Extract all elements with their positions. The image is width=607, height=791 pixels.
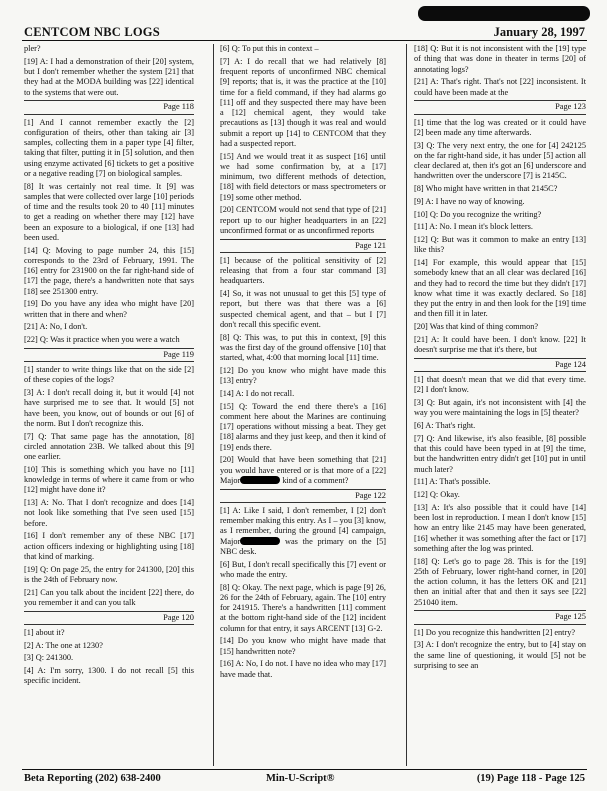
paragraph-text: [4] A: I'm sorry, 1300. I do not recall [5] this specific incident. xyxy=(24,666,194,686)
paragraph-text: [6] A: That's right. xyxy=(414,421,476,430)
page-marker xyxy=(220,239,386,253)
transcript-paragraph xyxy=(24,465,194,496)
transcript-paragraph xyxy=(220,659,386,680)
paragraph-text: [3] A: I don't recall doing it, but it would [4] not have surprised me to see that. It would [5] not have been, you know, out of bounds or out [6] of the norm. But I don't recognize this. xyxy=(24,388,194,428)
transcript-paragraph xyxy=(24,498,194,529)
transcript-paragraph xyxy=(24,322,194,332)
transcript-paragraph xyxy=(414,118,586,139)
page-marker xyxy=(414,358,586,372)
paragraph-text: [7] Q: That same page has the annotation, [8] circled annotation 23B. We talked about this [9] one earlier. xyxy=(24,431,194,461)
header-date: January 28, 1997 xyxy=(493,25,585,39)
paragraph-text: [8] Who might have written in that 2145C? xyxy=(414,184,558,193)
page-number: Page 121 xyxy=(220,239,386,253)
transcript-paragraph xyxy=(220,256,386,287)
paragraph-text: [11] A: No. I mean it's block letters. xyxy=(414,222,533,232)
header-title: CENTCOM NBC LOGS xyxy=(24,25,160,39)
paragraph-text: [20] Would that have been something that [21] you would have entered or is that more of a [22] Major xyxy=(220,455,386,485)
transcript-paragraph xyxy=(220,205,386,236)
transcript-paragraph xyxy=(414,141,586,182)
transcript-paragraph xyxy=(414,557,586,608)
paragraph-text: [10] Q: Do you recognize the writing? xyxy=(414,209,542,219)
paragraph-text: [12] Do you know who might have made this [13] entry? xyxy=(220,365,386,385)
paragraph-text: [8] Q: Okay. The next page, which is page [9] 26, 26 for the 24th of February, again. The [10] entry for 241915. There's a handwritten [11] comment at the bottom right-hand side of the [12] incident column for that entry, it says ARCENT [13] G-2. xyxy=(220,582,386,633)
footer-reporter: Beta Reporting (202) 638-2400 xyxy=(24,773,161,784)
paragraph-text: [14] Q: Moving to page number 24, this [15] corresponds to the 23rd of February, 1991. The [16] entry for 231900 on the far right-hand side of [17] the page, there's a handwritten note that says [18] see 251300 entry. xyxy=(24,245,194,296)
transcript-paragraph xyxy=(24,335,194,345)
paragraph-text: [8] It was certainly not real time. It [9] was samples that were collected over large [10] periods of time and the results took 20 to 40 [11] minutes to get a reading on whether there may [12] have been an exposure to a biological, if one [13] had been used. xyxy=(24,181,194,242)
transcript-paragraph xyxy=(220,366,386,387)
paragraph-text: [13] A: No. That I don't recognize and does [14] not look like something that I've seen used [15] before. xyxy=(24,498,194,528)
transcript-paragraph xyxy=(414,258,586,320)
transcript-paragraph xyxy=(414,628,586,638)
transcript-paragraph xyxy=(220,57,386,149)
transcript-paragraph xyxy=(220,455,386,486)
paragraph-text: [14] Do you know who might have made that [15] handwritten note? xyxy=(220,636,386,656)
paragraph-text: [3] A: I don't recognize the entry, but to [4] stay on the same line of questioning, it would [5] not be surprising to see an xyxy=(414,640,586,670)
paragraph-text: [1] because of the political sensitivity of [2] releasing that from a four star command [3] headquarters. xyxy=(220,255,386,286)
page-number: Page 119 xyxy=(24,348,194,362)
redaction-mark xyxy=(240,476,280,484)
transcript-paragraph xyxy=(24,641,194,651)
transcript-paragraph xyxy=(414,640,586,671)
paragraph-text-continued: was the primary on the [5] NBC desk. xyxy=(220,536,386,556)
paragraph-text: [1] time that the log was created or it could have [2] been made any time afterwards. xyxy=(414,117,586,137)
footer-brand: Min-U-Script® xyxy=(266,773,335,784)
transcript-paragraph xyxy=(414,210,586,220)
paragraph-text: [21] A: It could have been. I don't know. [22] It doesn't surprise me that it's there, but xyxy=(414,334,586,354)
page-marker xyxy=(24,100,194,114)
transcript-paragraph xyxy=(220,289,386,330)
paragraph-text: [20] Was that kind of thing common? xyxy=(414,322,539,331)
paragraph-text: [14] For example, this would appear that [15] somebody knew that an all clear was declared [16] and they had to record the time but they didn't [17] know what time it was exactly declared. So [18] they put the entry in and then look for the [19] time and then fill it in later. xyxy=(414,258,586,319)
footer-page-range: (19) Page 118 - Page 125 xyxy=(476,773,585,784)
transcript-paragraph xyxy=(24,531,194,562)
paragraph-text: [21] Can you talk about the incident [22] there, do you remember it and can you talk xyxy=(24,587,194,607)
paragraph-text: [8] Q: This was, to put this in context, [9] this was the first day of the ground offensive [10] that started, what, 4:00 that morning local [11] time. xyxy=(220,332,386,362)
transcript-paragraph xyxy=(24,44,194,54)
transcript-paragraph xyxy=(24,628,194,638)
header-rule xyxy=(22,40,587,41)
transcript-paragraph xyxy=(414,184,586,194)
paragraph-text: [10] This is something which you have no [11] knowledge in terms of where it came from or who [12] might have done it? xyxy=(24,464,194,495)
column-divider xyxy=(406,44,407,766)
paragraph-text: [1] stander to write things like that on the side [2] of these copies of the logs? xyxy=(24,365,194,385)
paragraph-text: [1] A: Like I said, I don't remember, I [2] don't remember making this entry. As I – you [3] know, as I remember, during the ground [4] campaign, Major xyxy=(220,505,386,546)
transcript-paragraph xyxy=(24,653,194,663)
transcript-paragraph xyxy=(220,44,386,54)
transcript-paragraph xyxy=(414,222,586,232)
paragraph-text: [4] So, it was not unusual to get this [5] type of report, but there was that there was a [6] suspected chemical agent, and that – but I [7] don't recall this specific event. xyxy=(220,289,386,329)
paragraph-text: [19] Q: On page 25, the entry for 241300, [20] this is the 24th of February now. xyxy=(24,564,194,584)
paragraph-text: [22] Q: Was it practice when you were a watch xyxy=(24,335,180,344)
paragraph-text: [19] Do you have any idea who might have [20] written that in there and when? xyxy=(24,299,194,319)
transcript-paragraph xyxy=(220,636,386,657)
redaction-mark xyxy=(240,537,280,545)
page-marker xyxy=(24,348,194,362)
page-marker xyxy=(414,100,586,114)
paragraph-text: [3] Q: But again, it's not inconsistent with [4] the way you were maintaining the logs in [5] theater? xyxy=(414,398,586,418)
page-marker xyxy=(24,611,194,625)
transcript-paragraph xyxy=(414,375,586,396)
transcript-paragraph xyxy=(220,560,386,581)
paragraph-text: [1] that doesn't mean that we did that every time. [2] I don't know. xyxy=(414,375,586,395)
paragraph-text-continued: kind of a comment? xyxy=(280,475,349,485)
transcript-paragraph xyxy=(24,666,194,687)
paragraph-text: [14] A: I do not recall. xyxy=(220,388,295,398)
paragraph-text: [3] Q: 241300. xyxy=(24,653,74,663)
transcript-paragraph xyxy=(414,235,586,256)
transcript-paragraph xyxy=(414,197,586,207)
transcript-paragraph xyxy=(414,44,586,75)
paragraph-text: [1] Do you recognize this handwritten [2] entry? xyxy=(414,627,576,637)
page-number: Page 125 xyxy=(414,610,586,624)
transcript-paragraph xyxy=(24,246,194,297)
paragraph-text: [16] A: No, I do not. I have no idea who may [17] have made that. xyxy=(220,659,386,679)
paragraph-text: [16] I don't remember any of these NBC [17] action officers indexing or highlighting using [18] that kind of marking. xyxy=(24,531,194,561)
transcript-paragraph xyxy=(220,333,386,364)
transcript-paragraph xyxy=(414,398,586,419)
paragraph-text: [1] about it? xyxy=(24,627,65,637)
transcript-paragraph xyxy=(414,434,586,475)
paragraph-text: [6] Q: To put this in context – xyxy=(220,44,319,53)
transcript-paragraph xyxy=(414,335,586,356)
transcript-column-1 xyxy=(24,44,194,769)
paragraph-text: [7] A: I do recall that we had relatively [8] frequent reports of unconfirmed NBC chemical [9] reports; that is, it was the practice at the [10] time for a field command, if they had alarms go [11] off and they suspected there may have been a [12] chemical agent, they would take precautions as [13] though it was real and would submit a report up [14] to CENTCOM that they had a suspected report. xyxy=(220,56,386,148)
transcript-paragraph xyxy=(414,490,586,500)
page-number: Page 122 xyxy=(220,489,386,503)
transcript-paragraph xyxy=(24,57,194,98)
transcript-paragraph xyxy=(24,432,194,463)
transcript-paragraph xyxy=(414,77,586,98)
paragraph-text: [6] But, I don't recall specifically this [7] event or who made the entry. xyxy=(220,559,386,579)
paragraph-text: [15] Q: Toward the end there there's a [16] comment here about the Marines are continuing [17] operations without missing a beat. They get [18] alarms and they just keep, and then it kind of [19] ends there. xyxy=(220,401,386,452)
paragraph-text: [11] A: That's possible. xyxy=(414,477,491,487)
transcript-paragraph xyxy=(24,588,194,609)
paragraph-text: [3] Q: The very next entry, the one for [4] 242125 on the far right-hand side, it has under [5] action all clear declared at, then it's got an [6] underscore and handwritten over the underscore [7] is 2145C. xyxy=(414,140,586,181)
transcript-column-2 xyxy=(220,44,386,769)
paragraph-text: [20] CENTCOM would not send that type of [21] report up to our higher headquarters in an [22] unconfirmed format or as unconfirmed reports xyxy=(220,205,386,235)
page-number: Page 124 xyxy=(414,358,586,372)
paragraph-text: [12] Q: But was it common to make an entry [13] like this? xyxy=(414,235,586,255)
paragraph-text: [21] A: No, I don't. xyxy=(24,322,88,332)
redaction-bar xyxy=(418,6,590,21)
paragraph-text: [2] A: The one at 1230? xyxy=(24,640,103,650)
page-number: Page 120 xyxy=(24,611,194,625)
paragraph-text: [9] A: I have no way of knowing. xyxy=(414,196,525,206)
paragraph-text: [18] Q: But it is not inconsistent with the [19] type of thing that was done in theater in terms [20] of annotating logs? xyxy=(414,44,586,74)
transcript-paragraph xyxy=(24,565,194,586)
page-marker xyxy=(414,610,586,624)
page-number: Page 118 xyxy=(24,100,194,114)
transcript-column-3 xyxy=(414,44,586,769)
page-marker xyxy=(220,489,386,503)
paragraph-text: [18] Q: Let's go to page 28. This is for the [19] 25th of February, lower right-hand corner, in [20] the action column, it has the letters OK and [21] then an initial after that and then it says see [22] 251040 item. xyxy=(414,556,586,607)
transcript-paragraph xyxy=(24,182,194,244)
paragraph-text: [19] A: I had a demonstration of their [20] system, but I don't remember whether the system [21] that they had at the MODA building was [22] identical to the systems that were out. xyxy=(24,56,194,97)
transcript-paragraph xyxy=(414,477,586,487)
transcript-paragraph xyxy=(24,118,194,180)
column-divider xyxy=(213,44,214,766)
transcript-paragraph xyxy=(220,583,386,634)
transcript-paragraph xyxy=(24,388,194,429)
paragraph-text: pler? xyxy=(24,44,41,53)
paragraph-text: [15] And we would treat it as suspect [16] until we had some confirmation by, at a [17] minimum, two different methods of detection, [18] with field detectors or mass spectrometers or [19] some other method. xyxy=(220,151,386,202)
transcript-paragraph xyxy=(24,365,194,386)
transcript-paragraph xyxy=(24,299,194,320)
transcript-paragraph xyxy=(220,152,386,203)
transcript-paragraph xyxy=(220,402,386,453)
transcript-paragraph xyxy=(414,503,586,554)
footer-rule xyxy=(22,769,587,770)
paragraph-text: [21] A: That's right. That's not [22] inconsistent. It could have been made at the xyxy=(414,77,586,97)
paragraph-text: [12] Q: Okay. xyxy=(414,490,460,499)
paragraph-text: [7] Q: And likewise, it's also feasible, [8] possible that this could have been typed in at [9] the time, but the handwritten entry didn't get [10] put in until much later? xyxy=(414,433,586,474)
transcript-paragraph xyxy=(414,421,586,431)
paragraph-text: [13] A: It's also possible that it could have [14] been lost in reproduction. I mean I don't know [15] how an entry like 2145 may have been generated, [16] whether it was something after the fact or [17] something after the log was printed. xyxy=(414,502,586,553)
transcript-paragraph xyxy=(220,389,386,399)
page-number: Page 123 xyxy=(414,100,586,114)
transcript-paragraph xyxy=(414,322,586,332)
paragraph-text: [1] And I cannot remember exactly the [2] configuration of theirs, other than taking air [3] samples, collecting them in a paper type [4] filter, taking that filter, putting it in [5] solution, and then using enzyme activated [6] tickets to get a positive or a negative reading [7] on biological samples. xyxy=(24,117,194,178)
transcript-paragraph xyxy=(220,506,386,557)
